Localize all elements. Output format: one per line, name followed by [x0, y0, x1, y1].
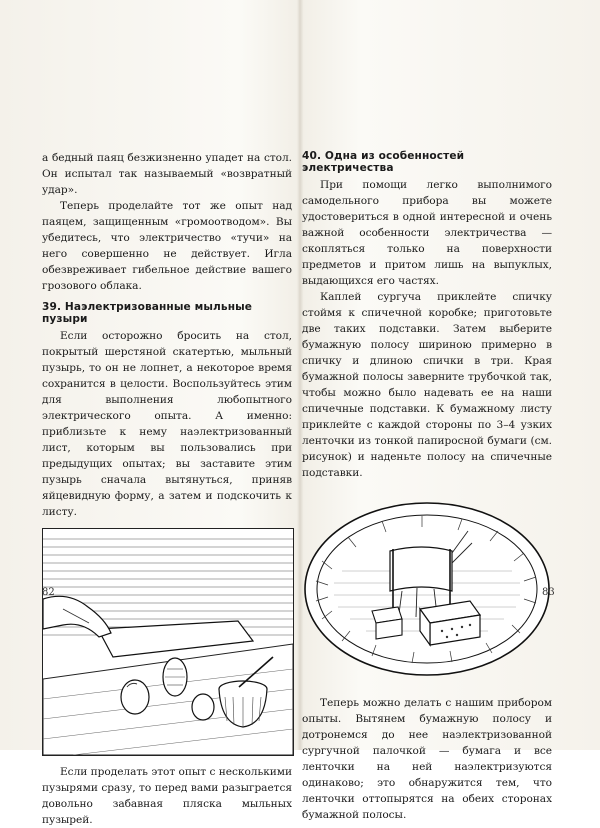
right-paragraph-2: Каплей сургуча приклейте спичку стоймя к спичечной коробке; приготовьте две таких подставки. Затем выберите бумажную полосу шириною примерно в спичку и длиною спички в три. Края бумажной полосы заверните трубочкой так, чтобы можно было надевать ее на наши спичечные подставки. К бумажному листу приклейте с каждой стороны по 3–4 узких ленточки из тонкой папиросной бумаги (см. рисунок) и наденьте полосу на спичечные подставки.	[302, 291, 552, 479]
left-paragraph-2: Теперь проделайте тот же опыт над паяцем, защищенным «громоотводом». Вы убедитесь, что электричество «тучи» на него совершенно не действует. Игла обезвреживает гибельное действие вашего грозового облака.	[42, 200, 292, 292]
right-paragraph-3: Теперь можно делать с нашим прибором опыты. Вытянем бумажную полосу и дотронемся до нее наэлектризованной сургучной палочкой — бумага и все ленточки на ней наэлектризуются одинаково; это обнаружится тем, что ленточки оттопырятся на обеих сторонах бумажной полосы.	[302, 697, 552, 821]
left-page	[42, 150, 292, 828]
section-heading-40: 40. Одна из особенностей электричества	[302, 150, 465, 174]
left-paragraph-3: Если осторожно бросить на стол, покрытый шерстяной скатертью, мыльный пузырь, то он не лопнет, а некоторое время сохранится в целости. Воспользуйтесь этим для выполнения любопытного электрического опыта. А именно: приблизьте к нему наэлектризованный лист, которым вы пользовались при предыдущих опытах; вы заставите этим пузырь сначала вытянуться, приняв яйцевидную форму, а затем и подскочить к листу.	[42, 330, 292, 518]
right-page	[302, 150, 552, 823]
paper-strip-apparatus-illustration	[302, 491, 552, 687]
section-heading-39: 39. Наэлектризованные мыльные пузыри	[42, 301, 253, 325]
soap-bubbles-illustration	[42, 528, 294, 756]
soap-bubbles-drawing	[43, 529, 293, 755]
left-paragraph-1: а бедный паяц безжизненно упадет на стол. Он испытал так называемый «возвратный удар».	[42, 152, 292, 196]
apparatus-drawing	[302, 491, 552, 687]
page-number-right: 83	[542, 587, 555, 598]
page-number-left: 82	[42, 587, 55, 598]
left-paragraph-4: Если проделать этот опыт с несколькими пузырями сразу, то перед вами разыграется довольно забавная пляска мыльных пузырей.	[42, 766, 292, 826]
right-paragraph-1: При помощи легко выполнимого самодельного прибора вы можете удостовериться в одной интересной и очень важной особенности электричества — скопляться только на поверхности предметов и притом лишь на выпуклых, выдающихся его частях.	[302, 179, 552, 287]
